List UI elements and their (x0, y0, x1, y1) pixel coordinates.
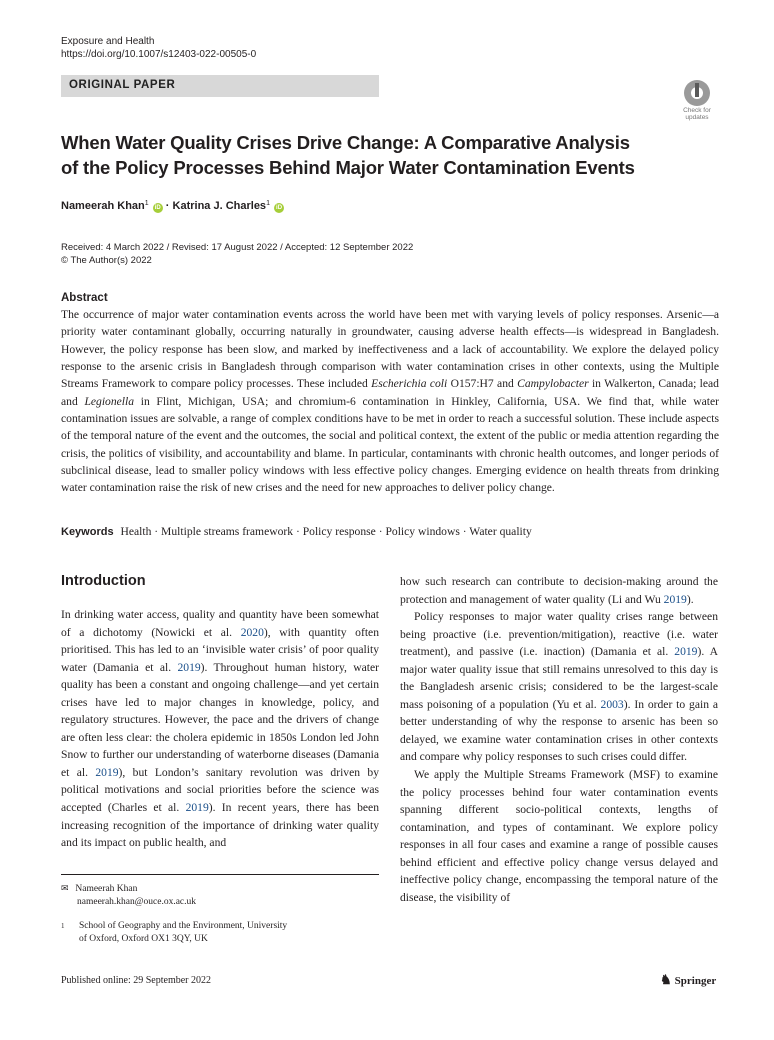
paragraph: We apply the Multiple Streams Framework (MSF) to examine the policy processes behind four water contamination events spanning different socio-political contexts, lengths of contamination, and types of contaminant. We explore policy responses in all four cases and examine a range of possible causes behind efficient and effective policy change versus delayed and ineffective policy change, encompassing the temporal nature of the disease, the visibility of (400, 768, 718, 904)
affiliation-line: School of Geography and the Environment, University (79, 921, 288, 931)
publisher-logo[interactable] (660, 972, 716, 988)
article-type-badge: ORIGINAL PAPER (61, 75, 379, 97)
journal-name: Exposure and Health (61, 36, 155, 47)
keywords (61, 524, 532, 540)
paragraph: how such research can contribute to decision-making around the protection and management of water quality (Li and Wu 2019). (400, 575, 718, 606)
footnote-divider (61, 874, 379, 875)
paragraph: In drinking water access, quality and quantity have been somewhat of a dichotomy (Nowicki et al. 2020), with quantity often prioritised. This has led to an ‘invisible water crisis’ of poor quality water (Damania et al. 2019). Throughout human history, water quality has been a constant and ongoing challenge—and yet certain crises have led to major changes in knowledge, policy, and regulatory structures. However, the pace and the drivers of change are often less clear: the cholera epidemic in 1850s London led John Snow to further our understanding of waterborne diseases (Damania et al. 2019), but London’s sanitary revolution was driven by political motivations and social priorities before the science was accepted (Charles et al. 2019). In recent years, there has been increasing recognition of the importance of drinking water quality and its impact on public health, and (61, 608, 380, 850)
contact-name: Nameerah Khan (75, 884, 138, 894)
check-updates-label: Check for updates (683, 107, 711, 121)
citation-link[interactable]: 2019 (674, 645, 698, 659)
author-list (61, 200, 284, 213)
citation-link[interactable]: 2019 (663, 592, 687, 606)
title-line-1: When Water Quality Crises Drive Change: A Comparative Analysis (61, 132, 630, 153)
journal-header (61, 35, 256, 61)
author-name[interactable]: Katrina J. Charles (172, 200, 267, 212)
section-heading-introduction: Introduction (61, 573, 146, 589)
title-line-2: of the Policy Processes Behind Major Water Contamination Events (61, 157, 635, 178)
keywords-list: Health · Multiple streams framework · Policy response · Policy windows · Water quality (120, 525, 532, 538)
corresponding-author (61, 882, 196, 909)
keywords-heading: Keywords (61, 526, 114, 538)
article-title (61, 130, 661, 180)
right-column (400, 573, 718, 906)
springer-horse-icon: ♞ (660, 972, 672, 987)
left-column (61, 606, 379, 852)
doi-link[interactable]: https://doi.org/10.1007/s12403-022-00505-0 (61, 49, 257, 60)
orcid-icon[interactable]: iD (154, 205, 161, 211)
citation-link[interactable]: 2020 (240, 625, 264, 639)
abstract-body: The occurrence of major water contamination events across the world have been met with varying levels of policy responses. Arsenic—a priority water contaminant globally, occurring naturally in groundwater, causing adverse health effects—is widespread in Bangladesh. However, the policy response has been slow, and marked by ineffectiveness and a lack of accountability. We explore the delayed policy response to the arsenic crisis in Bangladesh through comparison with water contamination crises in other contexts, using the Multiple Streams Framework to compare policy processes. These included Escherichia coli O157:H7 and Campylobacter in Walkerton, Canada; lead and Legionella in Flint, Michigan, USA; and chromium-6 contamination in Hinkley, California, USA. We find that, while water contamination issues are solvable, a range of complex conditions have to be met in order to reach a successful solution. These include aspects of the temporal nature of the event and the outcomes, the social and political context, the extent of the public or media attention regarding the crisis, the politics of visibility, and accountability and blame. In particular, contaminants with chronic health outcomes, and longer periods of subclinical disease, lead to smaller policy windows with less effective policy changes. Emerging evidence on health threats from drinking water contamination raise the risk of new crises and the need for new approaches to deliver policy change. (61, 308, 719, 495)
article-dates (61, 241, 413, 267)
published-online: Published online: 29 September 2022 (61, 975, 211, 986)
affiliation-line: of Oxford, Oxford OX1 3QY, UK (79, 934, 208, 944)
contact-email[interactable]: nameerah.khan@ouce.ox.ac.uk (77, 897, 197, 907)
copyright: © The Author(s) 2022 (61, 255, 152, 266)
author-name[interactable]: Nameerah Khan (61, 200, 145, 212)
affiliation-footnote (61, 920, 288, 944)
affiliation-marker: 1 (266, 200, 270, 207)
envelope-icon: ✉ (61, 883, 69, 893)
citation-link[interactable]: 2019 (177, 660, 201, 674)
publisher-name: Springer (674, 975, 717, 987)
orcid-icon[interactable]: iD (276, 205, 283, 211)
author-separator: · (162, 200, 173, 212)
affiliation-number: 1 (61, 922, 65, 930)
citation-link[interactable]: 2019 (95, 765, 119, 779)
affiliation-marker: 1 (144, 200, 149, 207)
check-updates-icon (684, 80, 710, 106)
citation-link[interactable]: 2003 (600, 697, 624, 711)
abstract-heading: Abstract (61, 292, 108, 304)
paragraph: Policy responses to major water quality crises range between being proactive (i.e. prevention/mitigation), reactive (i.e. water treatment), and passive (i.e. inaction) (Damania et al. 2019). A major water quality issue that still remains unresolved to this day is the Bangladesh arsenic crisis; considered to be the largest-scale mass poisoning of a population (Yu et al. 2003). In order to gain a better understanding of why the response to arsenic has been so delayed, we examine water contamination crises in other contexts and compare why policy responses to such crises could differ. (400, 610, 718, 764)
check-for-updates-button[interactable] (677, 80, 717, 120)
history-dates: Received: 4 March 2022 / Revised: 17 August 2022 / Accepted: 12 September 2022 (61, 242, 414, 253)
citation-link[interactable]: 2019 (185, 801, 209, 815)
